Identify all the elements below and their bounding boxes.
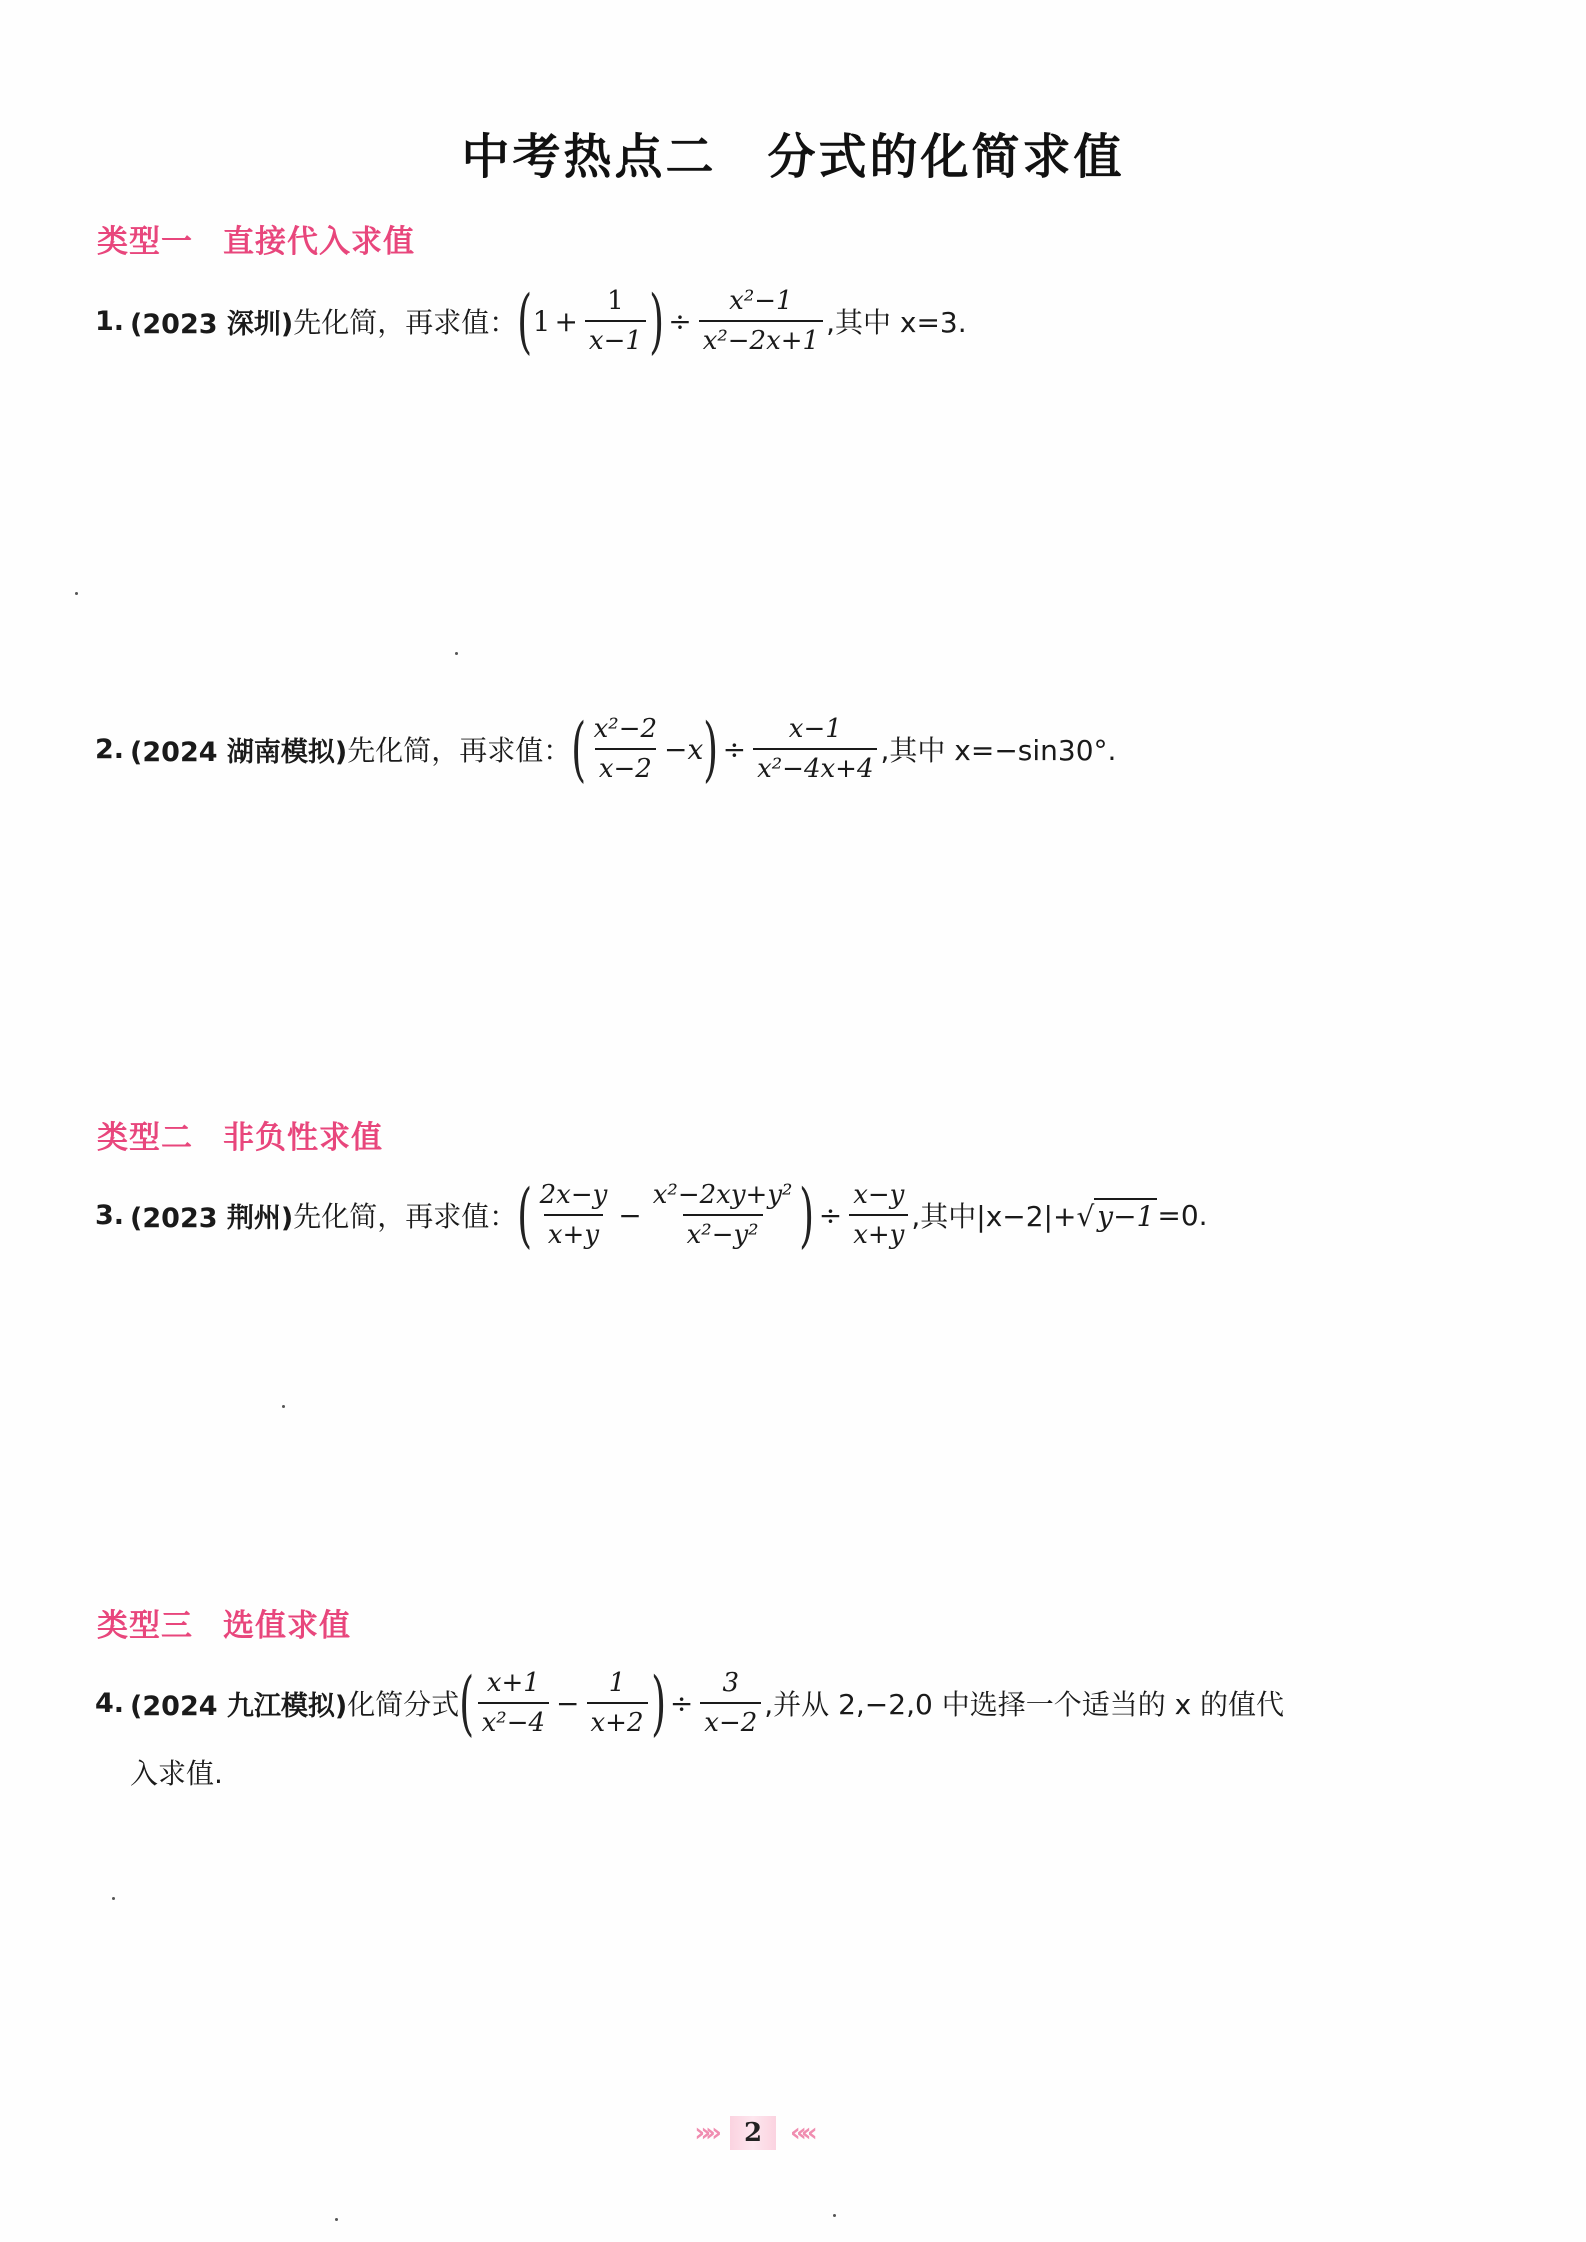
problem-source: (2024 九江模拟)	[130, 1690, 348, 1722]
numerator: x²−1	[729, 286, 793, 316]
problem-number: 3.	[95, 1199, 125, 1231]
left-chevrons-icon: »»	[694, 2118, 716, 2148]
section-type-2	[97, 1112, 383, 1157]
math-term: 1	[532, 304, 551, 338]
denominator: x−2	[700, 1702, 761, 1740]
numerator: 1	[608, 1668, 626, 1698]
math-operator: ÷	[668, 304, 692, 338]
right-chevrons-icon: ««	[790, 2118, 812, 2148]
fraction	[699, 284, 823, 358]
section-type-3	[97, 1600, 351, 1645]
problem-4-continuation: 入求值.	[130, 1757, 223, 1790]
section-name: 类型一	[97, 224, 193, 260]
scan-speck	[833, 2214, 836, 2217]
page-number: 2	[730, 2116, 776, 2150]
problem-tail: ,并从 2,−2,0 中选择一个适当的 x 的值代	[764, 1688, 1285, 1721]
problem-number: 2.	[95, 733, 125, 765]
denominator: x+y	[849, 1214, 908, 1252]
math-operator: +	[554, 304, 578, 338]
denominator: x−2	[595, 748, 656, 786]
numerator: 1	[607, 286, 624, 316]
problem-source: (2023 深圳)	[130, 308, 294, 340]
fraction	[700, 1666, 761, 1740]
problem-number: 1.	[95, 305, 125, 337]
radicand: y−1	[1094, 1198, 1157, 1233]
numerator: x−y	[853, 1180, 905, 1210]
right-paren: )	[703, 708, 719, 790]
problem-2	[95, 708, 1117, 790]
problem-4	[95, 1662, 1285, 1744]
radical-sign: √	[1076, 1199, 1095, 1233]
scan-speck	[335, 2218, 338, 2221]
section-name: 类型二	[97, 1120, 193, 1156]
fraction	[590, 712, 661, 786]
problem-tail: ,其中 x=3.	[826, 306, 967, 339]
math-operator: ÷	[722, 732, 747, 766]
denominator: x+2	[587, 1702, 648, 1740]
page-number-footer	[663, 2111, 843, 2155]
fraction	[587, 1666, 648, 1740]
denominator: x−1	[585, 320, 646, 358]
problem-number: 4.	[95, 1687, 125, 1719]
left-paren: (	[517, 280, 533, 362]
problem-tail: ,其中|x−2|+	[911, 1200, 1077, 1233]
problem-tail: ,其中 x=−sin30°.	[880, 734, 1117, 767]
page-title: 中考热点二 分式的化简求值	[461, 129, 1125, 185]
section-label: 选值求值	[223, 1608, 351, 1644]
left-paren: (	[571, 708, 587, 790]
section-type-1	[97, 216, 415, 261]
left-paren: (	[517, 1174, 533, 1256]
left-paren: (	[459, 1662, 475, 1744]
section-label: 非负性求值	[223, 1120, 383, 1156]
numerator: x²−2xy+y²	[652, 1180, 793, 1210]
denominator: x²−2x+1	[699, 320, 823, 358]
problem-1	[95, 280, 967, 362]
problem-3	[95, 1174, 1208, 1256]
math-operator: ÷	[669, 1686, 694, 1720]
fraction	[649, 1178, 797, 1252]
math-term: −x	[664, 732, 704, 766]
scan-speck	[455, 652, 458, 655]
problem-source: (2023 荆州)	[130, 1202, 294, 1234]
problem-tail-end: =0.	[1157, 1198, 1208, 1232]
fraction	[536, 1178, 612, 1252]
section-label: 直接代入求值	[223, 224, 415, 260]
denominator: x²−y²	[683, 1214, 763, 1252]
right-paren: )	[650, 1662, 666, 1744]
problem-source: (2024 湖南模拟)	[130, 736, 348, 768]
math-operator: ÷	[818, 1198, 843, 1232]
scan-speck	[112, 1897, 115, 1900]
square-root	[1076, 1198, 1157, 1233]
numerator: x²−2	[593, 714, 658, 744]
scan-speck	[282, 1405, 285, 1408]
numerator: x−1	[788, 714, 842, 744]
section-name: 类型三	[97, 1608, 193, 1644]
problem-intro: 化简分式	[347, 1688, 460, 1721]
problem-intro: 先化简，再求值：	[293, 306, 518, 339]
denominator: x+y	[544, 1214, 603, 1252]
problem-intro: 先化简，再求值：	[347, 734, 572, 767]
right-paren: )	[799, 1174, 815, 1256]
numerator: x+1	[486, 1668, 540, 1698]
denominator: x²−4x+4	[753, 748, 877, 786]
math-operator: −	[556, 1686, 580, 1720]
problem-intro: 先化简，再求值：	[293, 1200, 518, 1233]
fraction	[849, 1178, 908, 1252]
math-operator: −	[618, 1198, 642, 1232]
fraction	[478, 1666, 549, 1740]
numerator: 2x−y	[539, 1180, 608, 1210]
fraction	[585, 284, 646, 358]
denominator: x²−4	[478, 1702, 549, 1740]
scan-speck	[75, 592, 78, 595]
numerator: 3	[722, 1668, 740, 1698]
right-paren: )	[649, 280, 665, 362]
fraction	[753, 712, 877, 786]
